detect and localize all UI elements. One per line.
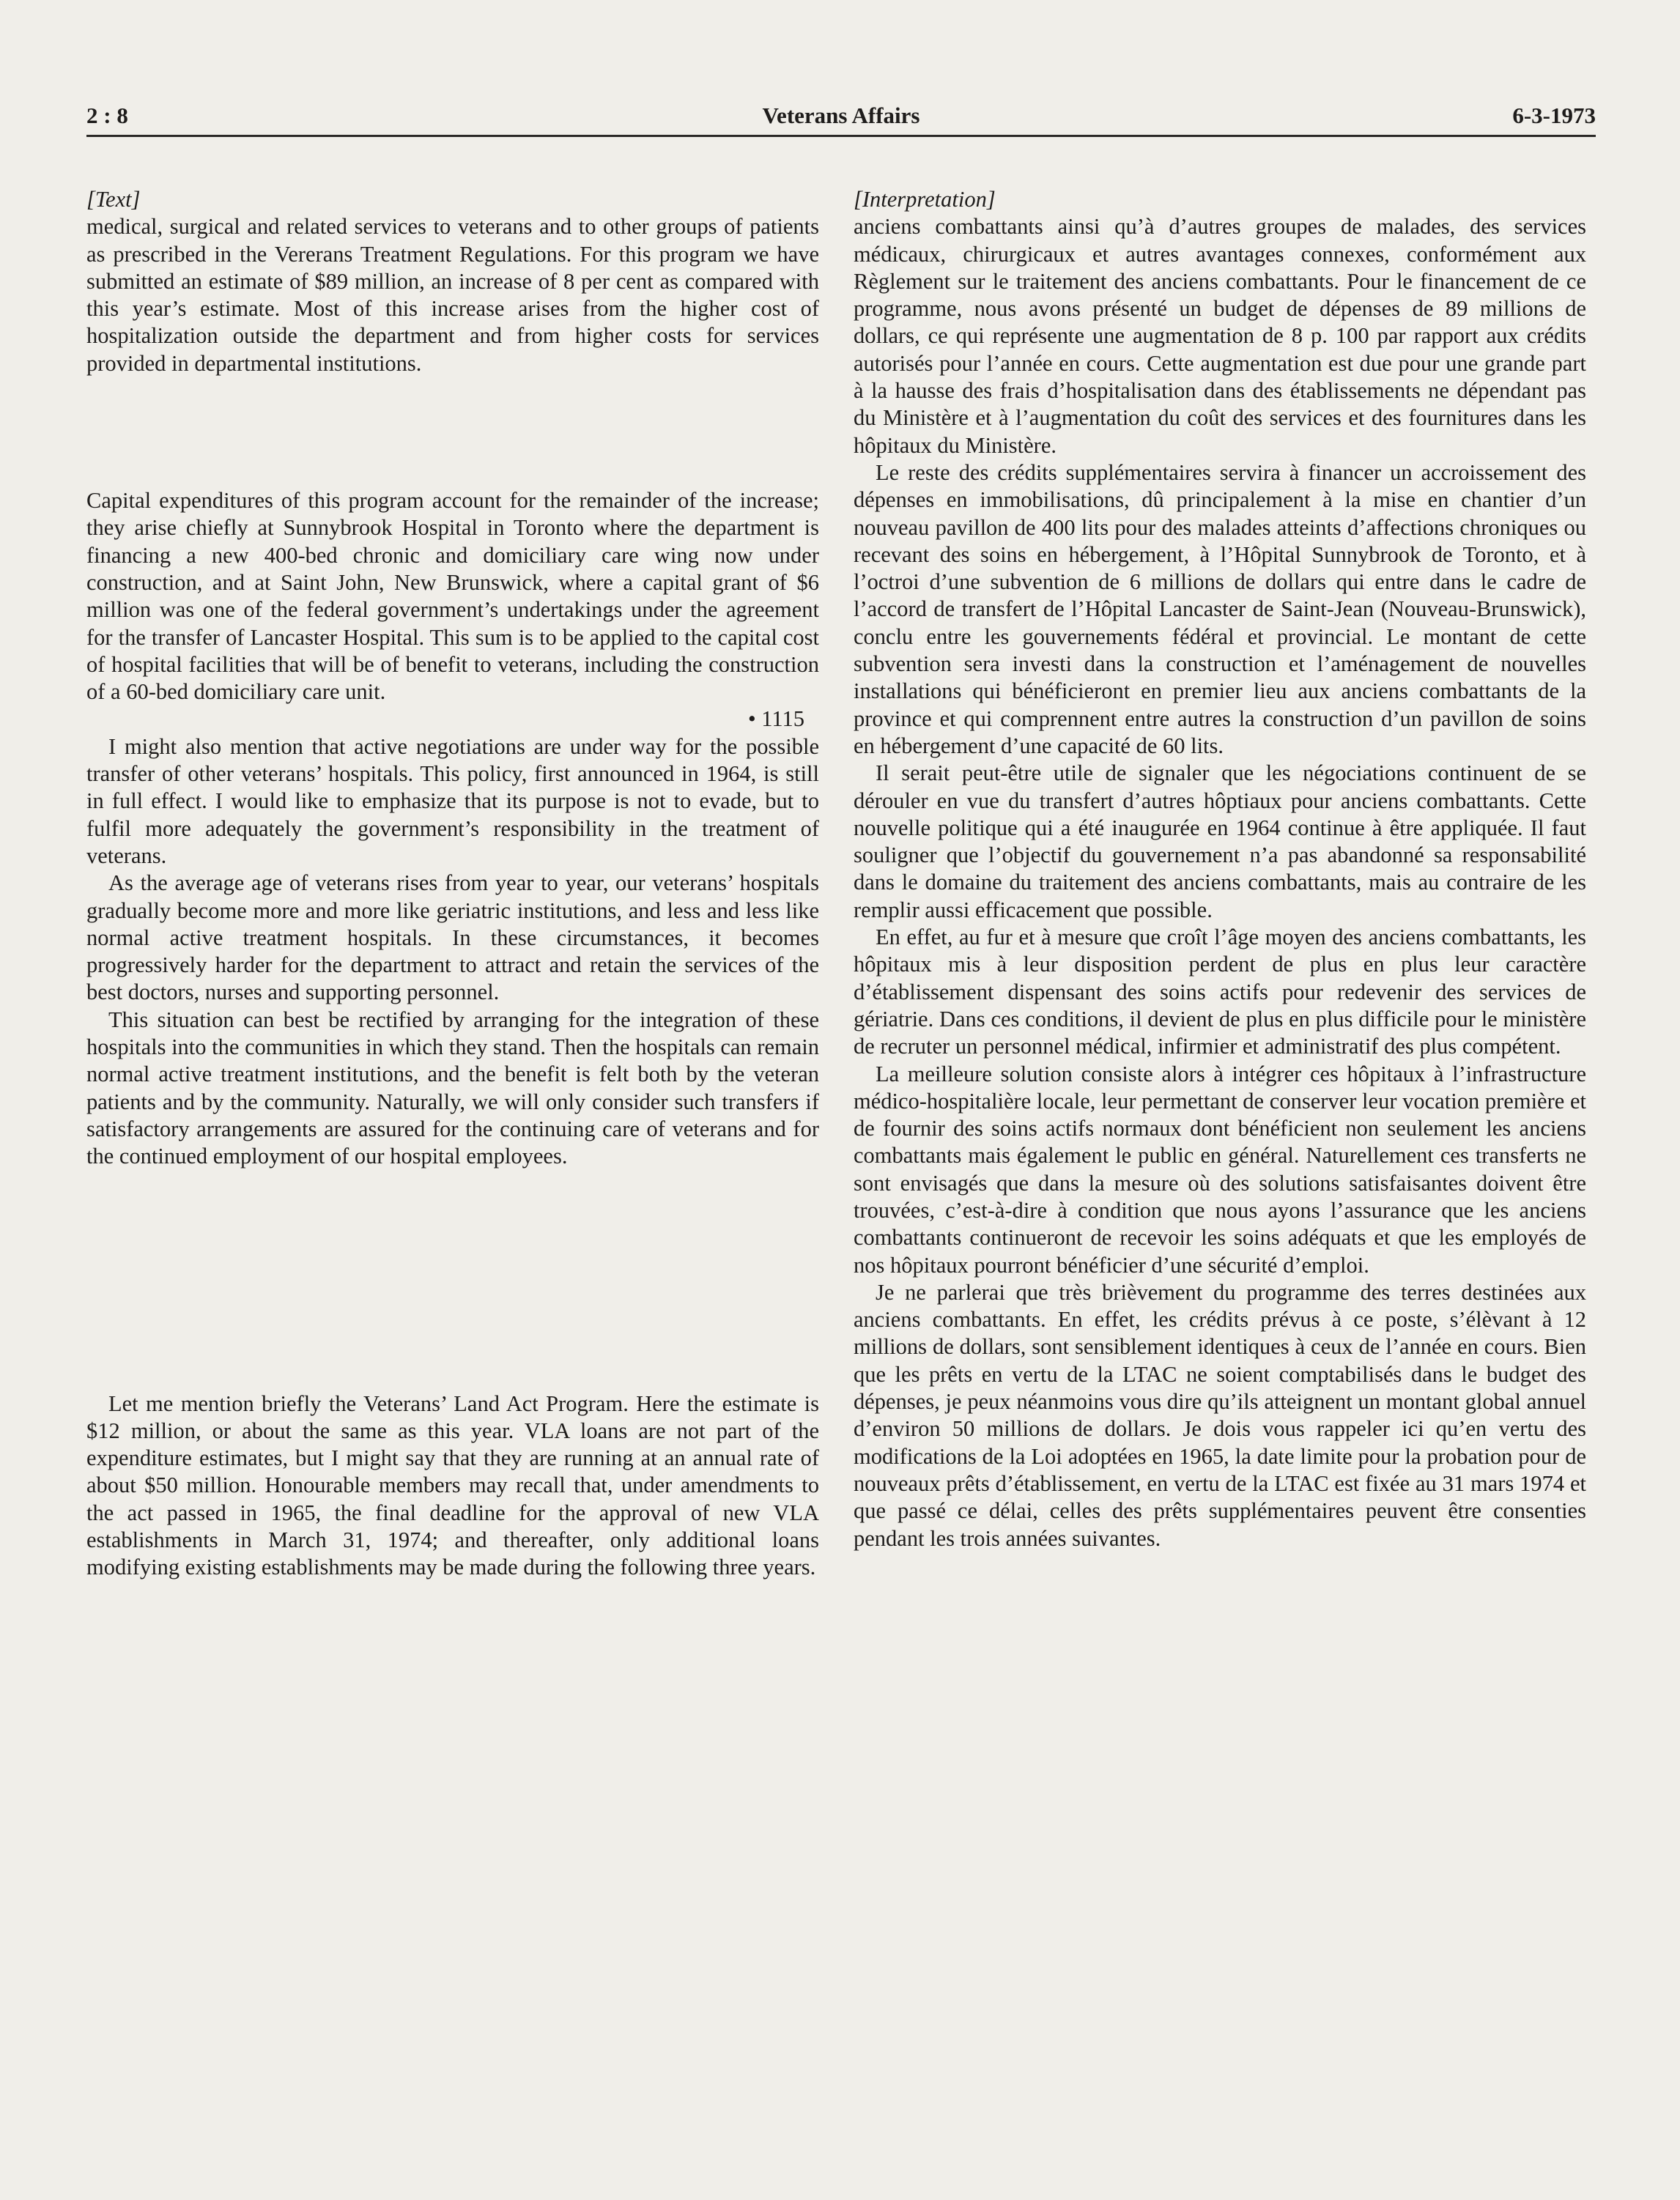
- paragraph: medical, surgical and related services to veterans and to other groups of patients as prescribed in the Vererans Treatment Regulations. For this program we have submitted an estimate of $89 million, an increase of 8 per cent as compared with this year’s estimate. Most of this increase arises from the higher cost of hospitalization outside the department and from higher costs for services provided in departmental institutions.: [86, 214, 819, 376]
- english-column: [86, 186, 819, 1582]
- paragraph: anciens combattants ainsi qu’à d’autres groupes de malades, des services médicaux, chirurgicaux et autres avantages connexes, conformément aux Règlement sur le traitement des anciens combattants. Pour le financement de ce programme, nous avons présenté un budget de dépenses de 89 millions de dollars, ce qui représente une augmentation de 8 p. 100 par rapport aux crédits autorisés pour l’année en cours. Cette augmentation est due pour une grande part à la hausse des frais d’hospitalisation dans des établissements ne dépendant pas du Ministère et à l’augmentation du coût des services et des fournitures dans les hôpitaux du Ministère.: [854, 214, 1586, 458]
- page-title: Veterans Affairs: [762, 103, 920, 128]
- paragraph: This situation can best be rectified by arranging for the integration of these hospitals into the communities in which they stand. Then the hospitals can remain normal active treatment institutions, and the benefit is felt both by the veteran patients and by the community. Naturally, we will only consider such transfers if satisfactory arrangements are assured for the continuing care of veterans and for the continued employment of our hospital employees.: [86, 1007, 819, 1169]
- gap: [86, 377, 819, 487]
- paragraph: Capital expenditures of this program account for the remainder of the increase; they arise chiefly at Sunnybrook Hospital in Toronto where the department is financing a new 400-bed chronic and domiciliary care wing now under construction, and at Saint John, New Brunswick, where a capital grant of $6 million was one of the federal government’s undertakings under the agreement for the transfer of Lancaster Hospital. This sum is to be applied to the capital cost of hospital facilities that will be of benefit to veterans, including the construction of a 60-bed domiciliary care unit.: [86, 488, 819, 705]
- page-header: [86, 94, 1596, 137]
- paragraph: Le reste des crédits supplémentaires servira à financer un accroissement des dépenses en immobilisations, dû principalement à la mise en chantier d’un nouveau pavillon de 400 lits pour des malades atteints d’affections chroniques ou recevant des soins en hébergement, à l’Hôpital Sunnybrook de Toronto, et à l’octroi d’une subvention de 6 millions de dollars qui entre dans le cadre de l’accord de transfert de l’Hôpital Lancaster de Saint-Jean (Nouveau-Brunswick), conclu entre les gouvernements fédéral et provincial. Le montant de cette subvention sera investi dans la construction et l’aménagement de nouvelles installations qui bénéficieront en premier lieu aux anciens combattants de la province et qui comprennent entre autres la construction d’un pavillon de soins en hébergement d’une capacité de 60 lits.: [854, 459, 1586, 758]
- paragraph: La meilleure solution consiste alors à intégrer ces hôpitaux à l’infrastructure médico-hospitalière locale, leur permettant de conserver leur vocation première et de fournir des soins actifs normaux dont bénéficient non seulement les anciens combattants mais également le public en général. Naturellement ces transferts ne sont envisagés que dans la mesure où des solutions satisfaisantes doivent être trouvées, c’est-à-dire à condition que nous ayons l’assurance que les anciens combattants continueront de recevoir les soins adéquats et que les employés de nos hôpitaux pourront bénéficier d’une sécurité d’emploi.: [854, 1061, 1586, 1278]
- paragraph: As the average age of veterans rises from year to year, our veterans’ hospitals gradually become more and more like geriatric institutions, and less and less like normal active treatment hospitals. In these circumstances, it becomes progressively harder for the department to attract and retain the services of the best doctors, nurses and supporting personnel.: [86, 870, 819, 1005]
- interpretation-label: [Interpretation]: [854, 187, 996, 212]
- text-label: [Text]: [86, 187, 141, 212]
- paragraph: Let me mention briefly the Veterans’ Land Act Program. Here the estimate is $12 million, or about the same as this year. VLA loans are not part of the expenditure estimates, but I might say that they are running at an annual rate of about $50 million. Honourable members may recall that, under amendments to the act passed in 1965, the final deadline for the approval of new VLA establishments in March 31, 1974; and thereafter, only additional loans modifying existing establishments may be made during the following three years.: [86, 1390, 819, 1580]
- paragraph: En effet, au fur et à mesure que croît l’âge moyen des anciens combattants, les hôpitaux mis à leur disposition perdent de plus en plus leur caractère d’établissement dispensant des soins actifs pour redevenir des services de gériatrie. Dans ces conditions, il devient de plus en plus difficile pour le ministère de recruter un personnel médical, infirmier et administratif des plus compétent.: [854, 925, 1586, 1059]
- paragraph: Je ne parlerai que très brièvement du programme des terres destinées aux anciens combattants. En effet, les crédits prévus à ce poste, s’élèvant à 12 millions de dollars, sont sensiblement identiques à ceux de l’année en cours. Bien que les prêts en vertu de la LTAC ne soient comptabilisés dans le budget des dépenses, je peux néanmoins vous dire qu’ils atteignent un montant global annuel d’environ 50 millions de dollars. Je dois vous rappeler ici qu’en vertu des modifications de la Loi adoptées en 1965, la date limite pour la probation pour de nouveaux prêts d’établissement, en vertu de la LTAC est fixée au 31 mars 1974 et que passé ce délai, celles des prêts supplémentaires peuvent être consenties pendant les trois années suivantes.: [854, 1279, 1586, 1551]
- time-marker: • 1115: [747, 706, 804, 732]
- paragraph: Il serait peut-être utile de signaler que les négociations continuent de se dérouler en vue du transfert d’autres hôptiaux pour anciens combattants. Cette nouvelle politique qui a été inaugurée en 1964 continue à être appliquée. Il faut souligner que l’objectif du gouvernement n’a pas abandonné sa responsabilité dans le domaine du traitement des anciens combattants, mais au contraire de les remplir aussi efficacement que possible.: [854, 760, 1586, 922]
- paragraph: I might also mention that active negotiations are under way for the possible transfer of other veterans’ hospitals. This policy, first announced in 1964, is still in full effect. I would like to emphasize that its purpose is not to evade, but to fulfil more adequately the government’s responsibility in the treatment of veterans.: [86, 733, 819, 868]
- page-number: 2 : 8: [86, 103, 128, 128]
- page-date: 6-3-1973: [1512, 103, 1596, 128]
- french-column: [854, 186, 1586, 1552]
- gap: [86, 1171, 819, 1390]
